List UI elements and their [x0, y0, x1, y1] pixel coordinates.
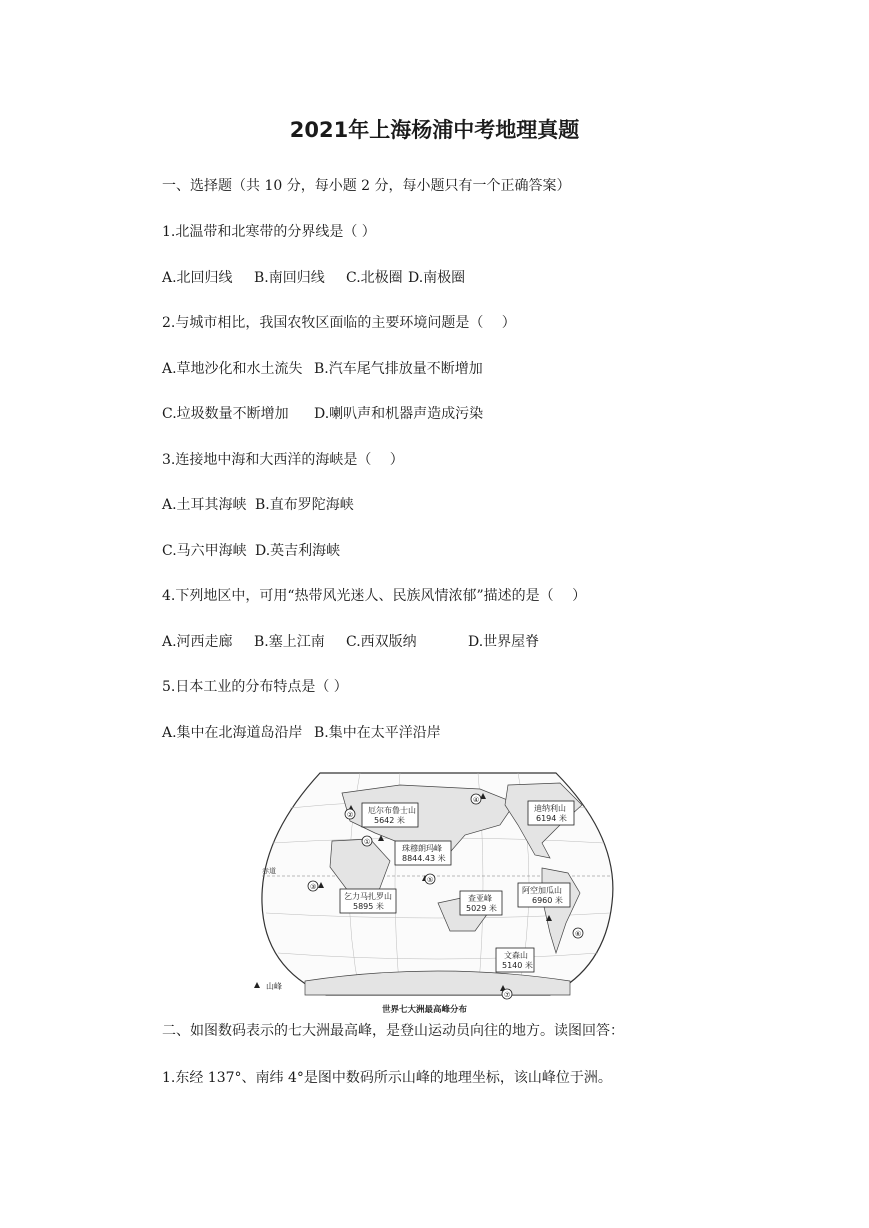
marker-3: [308, 881, 318, 891]
option-d: D.南极圈: [408, 270, 466, 286]
option-b: B.直布罗陀海峡: [255, 497, 354, 513]
svg-text:迪纳利山: 迪纳利山: [534, 804, 566, 813]
question-2-options-1: [162, 358, 483, 378]
svg-text:④: ④: [473, 796, 480, 804]
svg-text:5029 米: 5029 米: [466, 904, 497, 913]
page-title: 2021年上海杨浦中考地理真题: [289, 118, 580, 142]
map-legend: 山峰: [266, 982, 282, 991]
svg-text:⑤: ⑤: [427, 876, 434, 884]
label-vinson: [496, 948, 534, 972]
svg-text:③: ③: [310, 883, 317, 891]
option-b: B.南回归线: [254, 270, 325, 286]
marker-1: [362, 836, 372, 846]
label-aconcagua: [518, 883, 570, 907]
question-3-options-2: [162, 540, 340, 560]
svg-text:厄尔布鲁士山: 厄尔布鲁士山: [368, 806, 416, 815]
question-5: 5.日本工业的分布特点是（ ）: [162, 679, 348, 695]
svg-text:文森山: 文森山: [504, 951, 528, 960]
option-d: D.英吉利海峡: [255, 543, 341, 559]
svg-text:⑥: ⑥: [575, 930, 582, 938]
svg-text:8844.43 米: 8844.43 米: [402, 854, 446, 863]
map-svg: [250, 763, 626, 1018]
option-a: A.北回归线: [162, 270, 233, 286]
svg-text:①: ①: [364, 838, 371, 846]
map-caption: 世界七大洲最高峰分布: [382, 1005, 468, 1015]
label-everest: [395, 841, 451, 865]
section1-heading: 一、选择题（共 10 分，每小题 2 分，每小题只有一个正确答案）: [162, 178, 571, 194]
question-2: 2.与城市相比，我国农牧区面临的主要环境问题是（ ）: [162, 315, 516, 331]
option-c: C.马六甲海峡: [162, 543, 247, 559]
svg-text:5140 米: 5140 米: [502, 961, 533, 970]
section2-question-1: 1.东经 137°、南纬 4°是图中数码所示山峰的地理坐标，该山峰位于洲。: [162, 1070, 612, 1086]
option-d: D.世界屋脊: [468, 634, 540, 650]
option-c: C.垃圾数量不断增加: [162, 406, 289, 422]
svg-text:⑦: ⑦: [504, 991, 511, 999]
question-4-options: [162, 631, 539, 651]
question-5-options: [162, 722, 441, 742]
label-kilimanjaro: [340, 889, 396, 913]
label-elbrus: [362, 803, 418, 827]
svg-text:乞力马扎罗山: 乞力马扎罗山: [344, 892, 392, 901]
svg-text:查亚峰: 查亚峰: [468, 894, 492, 903]
marker-7: [502, 989, 512, 999]
option-c: C.西双版纳: [346, 634, 417, 650]
svg-text:②: ②: [347, 811, 354, 819]
question-2-options-2: [162, 403, 483, 423]
svg-text:阿空加瓜山: 阿空加瓜山: [522, 886, 562, 895]
question-1-options: [162, 267, 465, 287]
legend-peak-icon: [254, 982, 260, 988]
option-a: A.集中在北海道岛沿岸: [162, 725, 303, 741]
world-peaks-map: [250, 763, 626, 1018]
marker-4: [471, 794, 481, 804]
marker-5: [425, 874, 435, 884]
svg-text:5895 米: 5895 米: [353, 902, 384, 911]
marker-6: [573, 928, 583, 938]
label-puncak-jaya: [460, 891, 502, 915]
question-3: 3.连接地中海和大西洋的海峡是（ ）: [162, 452, 404, 468]
question-1: 1.北温带和北寒带的分界线是（ ）: [162, 224, 376, 240]
option-b: B.汽车尾气排放量不断增加: [314, 361, 483, 377]
option-a: A.河西走廊: [162, 634, 233, 650]
option-b: B.塞上江南: [254, 634, 325, 650]
svg-text:6960 米: 6960 米: [532, 896, 563, 905]
question-4: 4.下列地区中，可用“热带风光迷人、民族风情浓郁”描述的是（ ）: [162, 588, 587, 604]
option-b: B.集中在太平洋沿岸: [314, 725, 441, 741]
section2-heading: 二、如图数码表示的七大洲最高峰，是登山运动员向往的地方。读图回答：: [162, 1023, 624, 1039]
svg-text:珠穆朗玛峰: 珠穆朗玛峰: [402, 844, 442, 853]
option-a: A.土耳其海峡: [162, 497, 247, 513]
option-a: A.草地沙化和水土流失: [162, 361, 303, 377]
marker-2: [345, 809, 355, 819]
label-denali: [528, 801, 574, 825]
question-3-options-1: [162, 494, 354, 514]
option-d: D.喇叭声和机器声造成污染: [314, 406, 484, 422]
svg-text:6194 米: 6194 米: [536, 814, 567, 823]
option-c: C.北极圈: [346, 270, 403, 286]
equator-label: 赤道: [262, 867, 276, 875]
svg-text:5642 米: 5642 米: [374, 816, 405, 825]
